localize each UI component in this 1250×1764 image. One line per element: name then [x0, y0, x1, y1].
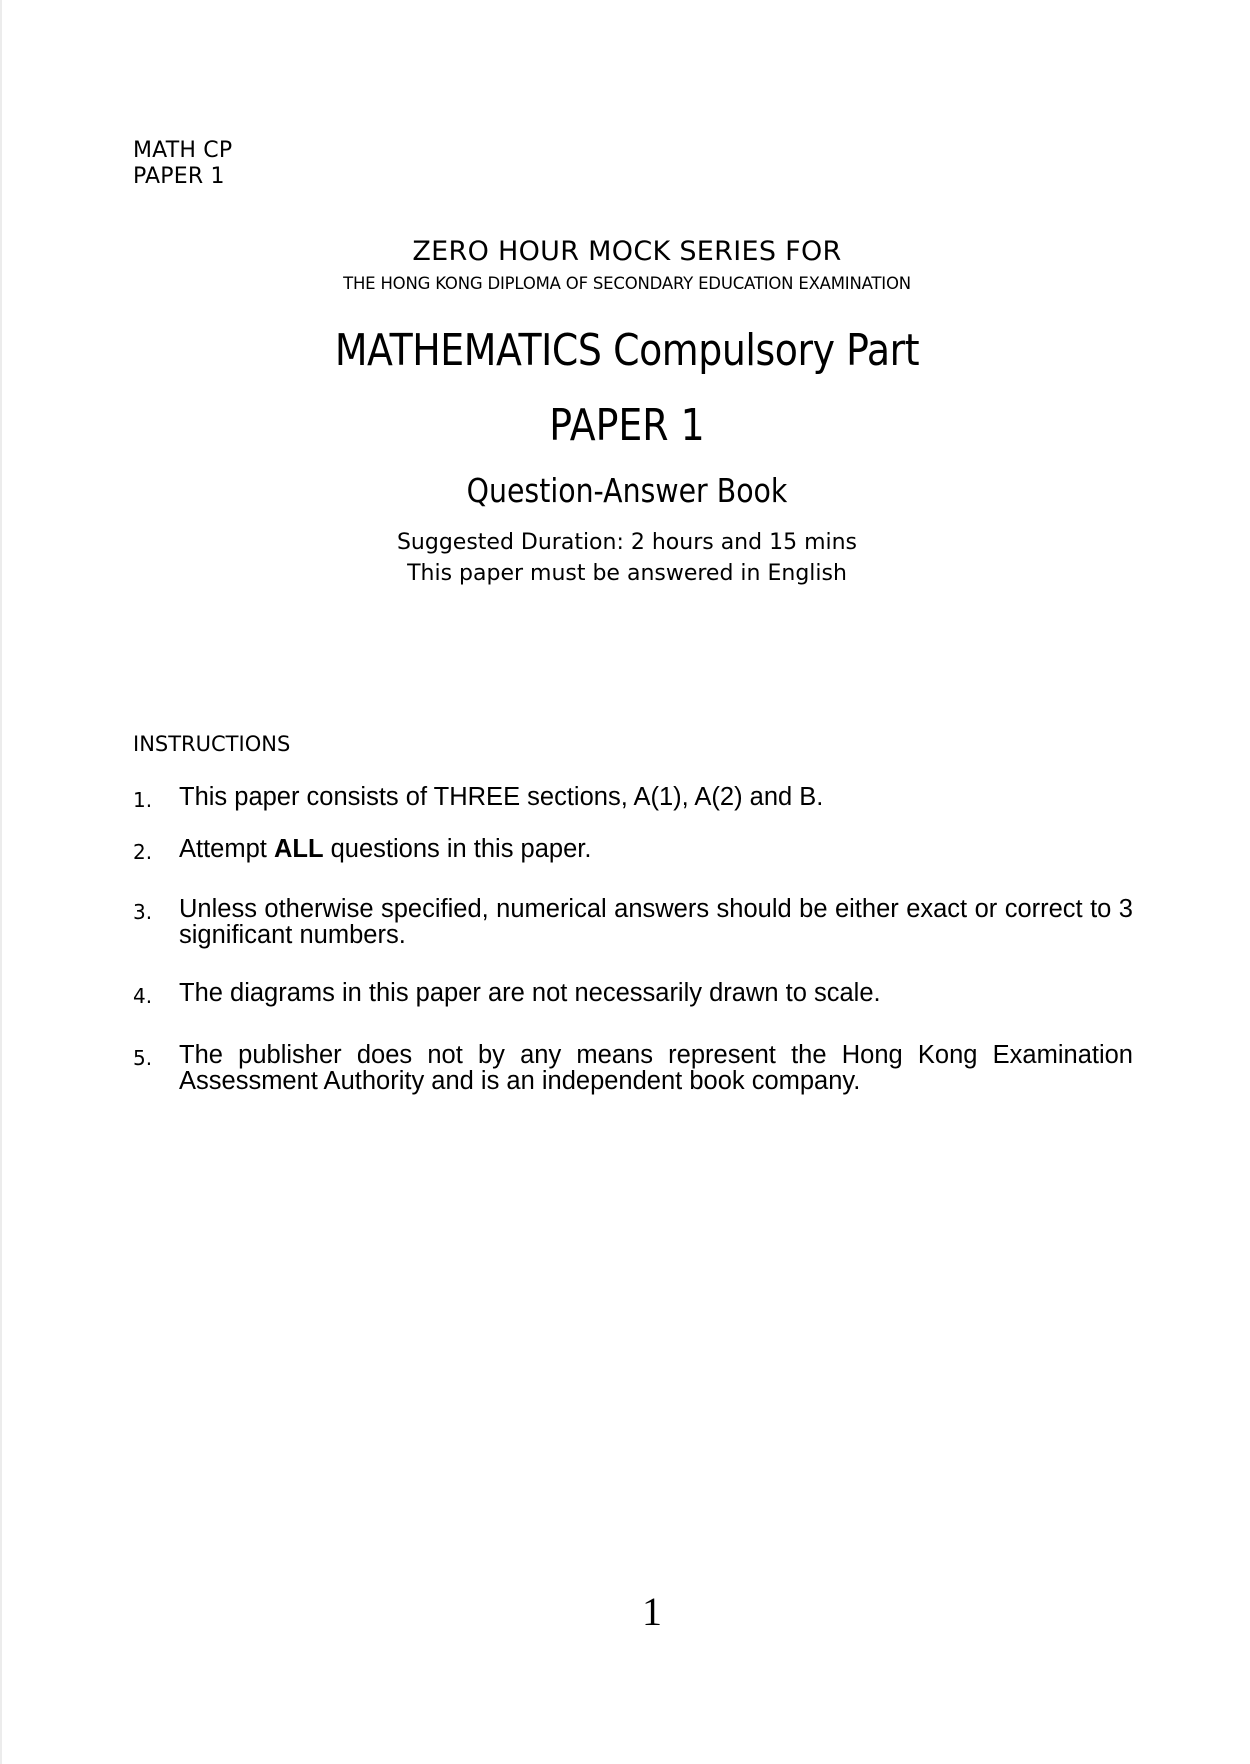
- instruction-item: [133, 1042, 1133, 1094]
- instruction-text: This paper consists of THREE sections, A(1), A(2) and B.: [179, 783, 824, 811]
- instruction-item: [133, 836, 1133, 896]
- instruction-item: [133, 980, 1133, 1042]
- instruction-text-emphasis: ALL: [273, 835, 324, 863]
- instructions-heading: INSTRUCTIONS: [133, 732, 291, 756]
- instruction-number: 5.: [133, 1046, 153, 1070]
- instruction-number: 4.: [133, 984, 153, 1008]
- instruction-number: 1.: [133, 788, 153, 812]
- subject-title: MATHEMATICS Compulsory Part: [334, 325, 920, 376]
- instruction-text: The publisher does not by any means represent the Hong Kong Examination Assessment Authority and is an independent book company.: [179, 1041, 1133, 1095]
- instruction-item: [133, 896, 1133, 980]
- book-type: Question-Answer Book: [466, 471, 788, 510]
- suggested-duration: Suggested Duration: 2 hours and 15 mins: [396, 530, 858, 555]
- instruction-number: 3.: [133, 900, 153, 924]
- instruction-text-pre: Attempt: [179, 835, 274, 863]
- paper-code: [133, 138, 232, 190]
- exam-name: THE HONG KONG DIPLOMA OF SECONDARY EDUCATION EXAMINATION: [343, 274, 911, 293]
- instruction-text: Unless otherwise specified, numerical answers should be either exact or correct to 3 significant numbers.: [179, 895, 1133, 949]
- paper-code-subject: MATH CP: [133, 138, 233, 163]
- series-title: ZERO HOUR MOCK SERIES FOR: [412, 236, 842, 267]
- paper-title: PAPER 1: [549, 400, 705, 451]
- instruction-text: The diagrams in this paper are not necessarily drawn to scale.: [179, 979, 881, 1007]
- instruction-number: 2.: [133, 840, 153, 864]
- paper-code-number: PAPER 1: [133, 164, 225, 189]
- page-number: 1: [642, 1589, 662, 1634]
- duration-block: [2, 527, 1250, 589]
- language-note: This paper must be answered in English: [407, 561, 847, 586]
- instruction-text-post: questions in this paper.: [323, 835, 592, 863]
- instruction-item: [133, 784, 1133, 836]
- instructions-list: [133, 784, 1133, 1094]
